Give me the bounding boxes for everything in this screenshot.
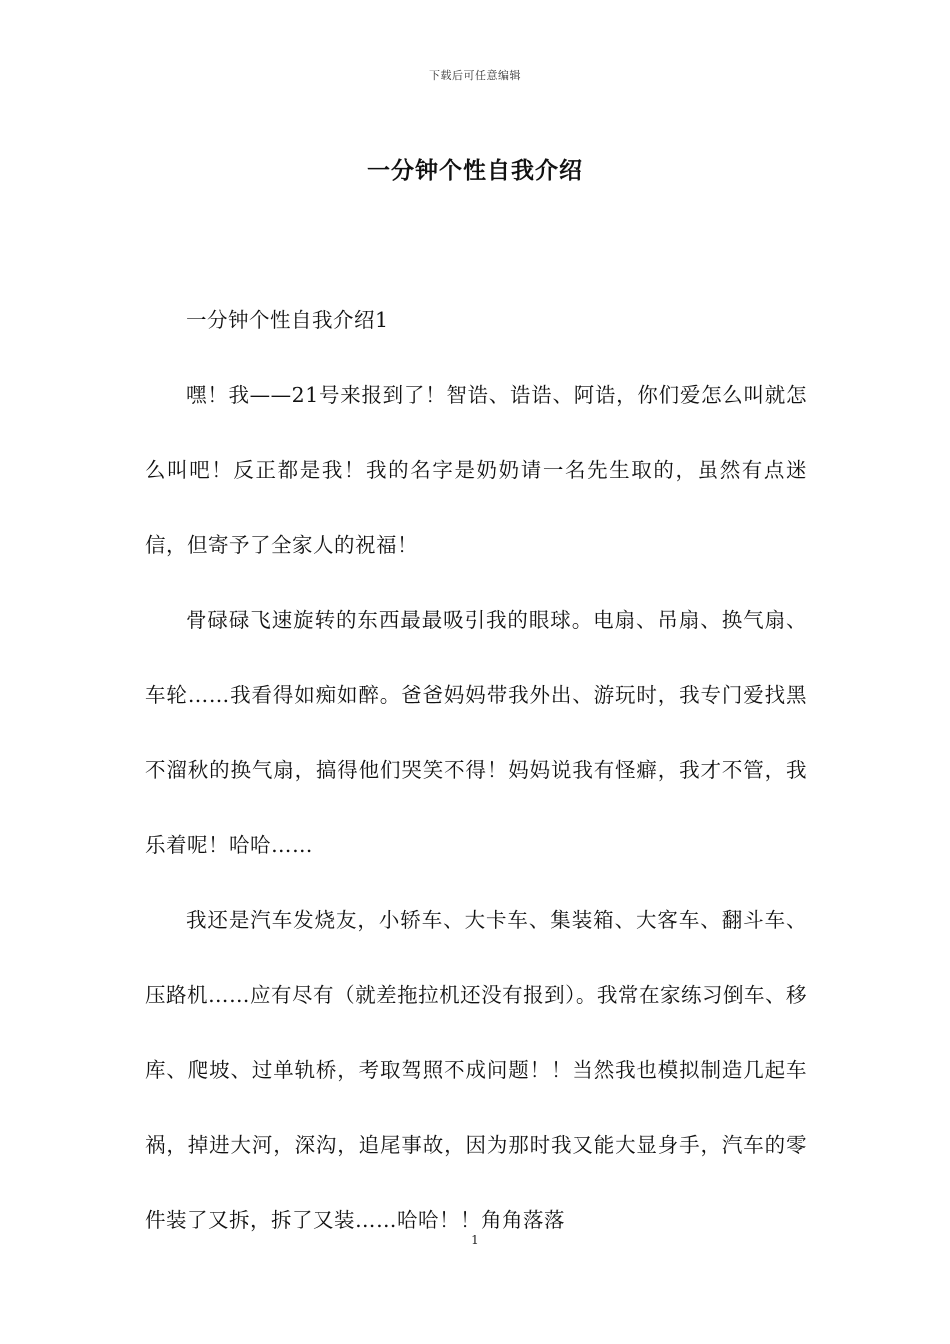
paragraph: 嘿！我——21号来报到了！智诰、诰诰、阿诰，你们爱怎么叫就怎么叫吧！反正都是我！我的名字是奶奶请一名先生取的，虽然有点迷信，但寄予了全家人的祝福！ [145,383,807,557]
page-number: 1 [471,1233,479,1247]
document-body [145,283,807,1258]
paragraph: 骨碌碌飞速旋转的东西最最吸引我的眼球。电扇、吊扇、换气扇、车轮……我看得如痴如醉。爸爸妈妈带我外出、游玩时，我专门爱找黑不溜秋的换气扇，搞得他们哭笑不得！妈妈说我有怪癖，我才不管，我乐着呢！哈哈…… [145,608,807,857]
header-note: 下载后可任意编辑 [429,69,521,82]
paragraph: 我还是汽车发烧友，小轿车、大卡车、集装箱、大客车、翻斗车、压路机……应有尽有（就差拖拉机还没有报到）。我常在家练习倒车、移库、爬坡、过单轨桥，考取驾照不成问题！！当然我也模拟制造几起车祸，掉进大河，深沟，追尾事故，因为那时我又能大显身手，汽车的零件装了又拆，拆了又装……哈哈！！角角落落 [145,908,807,1232]
section-heading: 一分钟个性自我介绍1 [186,308,389,332]
document-title: 一分钟个性自我介绍 [367,157,583,184]
